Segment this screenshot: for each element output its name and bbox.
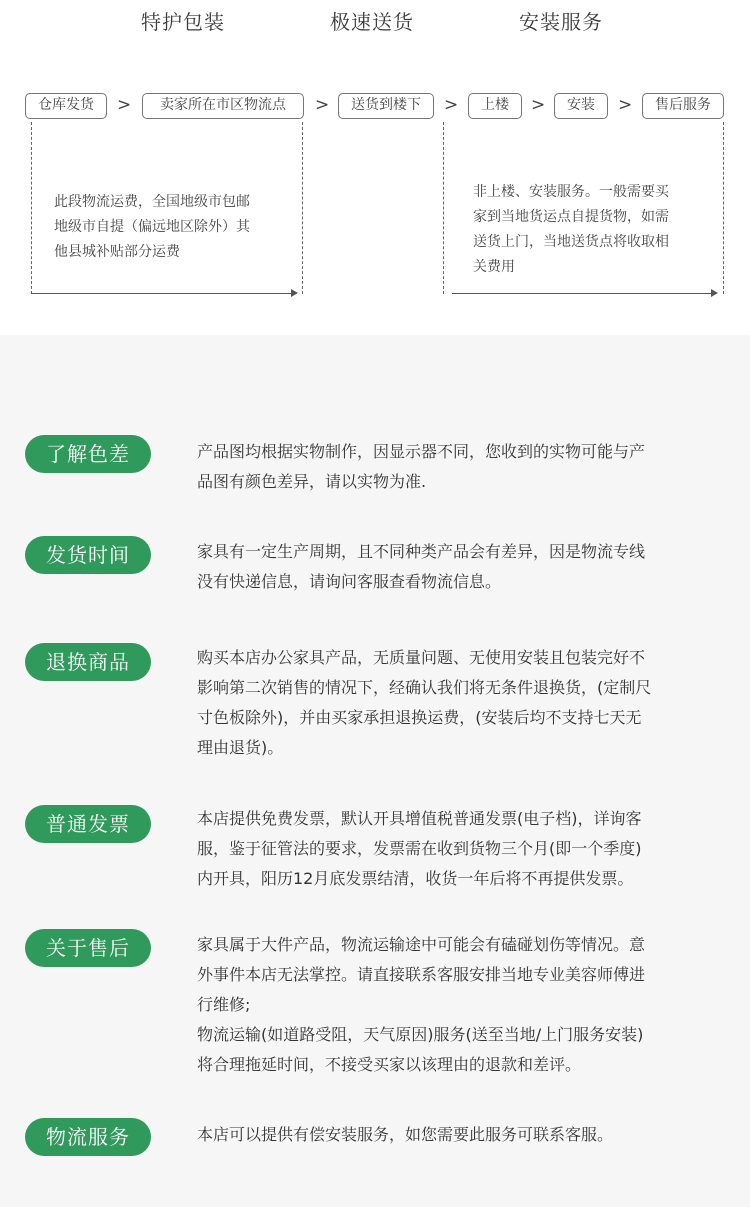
badge-delivery-time: 发货时间 xyxy=(25,536,151,574)
text-line: 购买本店办公家具产品，无质量问题、无使用安装且包装完好不 xyxy=(197,648,646,667)
arrow-head-icon xyxy=(291,289,298,297)
dashed-divider xyxy=(31,122,32,294)
text-line: 没有快递信息，请询问客服查看物流信息。 xyxy=(197,572,502,591)
section-text-delivery-time xyxy=(197,537,737,597)
badge-after-sales: 关于售后 xyxy=(25,929,151,967)
header-fast-delivery: 极速送货 xyxy=(330,10,414,34)
note-line: 非上楼、安装服务。一般需要买 xyxy=(473,184,669,200)
text-line: 本店可以提供有偿安装服务，如您需要此服务可联系客服。 xyxy=(197,1125,614,1144)
section-text-returns xyxy=(197,643,737,763)
text-line: 家具属于大件产品，物流运输途中可能会有磕碰划伤等情况。意 xyxy=(197,935,646,954)
text-line: 理由退货)。 xyxy=(197,738,284,757)
badge-returns: 退换商品 xyxy=(25,643,151,681)
note-line: 他县城补贴部分运费 xyxy=(54,244,180,260)
dashed-divider xyxy=(443,122,444,294)
note-line: 送货上门，当地送货点将收取相 xyxy=(473,234,669,250)
text-line: 服，鉴于征管法的要求，发票需在收到货物三个月(即一个季度) xyxy=(197,839,642,858)
text-line: 寸色板除外)，并由买家承担退换运费，(安装后均不支持七天无 xyxy=(197,708,642,727)
flow-arrow-icon: > xyxy=(315,95,330,115)
flow-arrow-icon: > xyxy=(444,95,459,115)
flow-step-downstairs: 送货到楼下 xyxy=(338,93,434,119)
flow-arrow-icon: > xyxy=(618,95,633,115)
text-line: 物流运输(如道路受阻，天气原因)服务(送至当地/上门服务安装) xyxy=(197,1025,644,1044)
text-line: 家具有一定生产周期，且不同种类产品会有差异，因是物流专线 xyxy=(197,542,646,561)
range-arrow-line xyxy=(31,293,292,294)
text-line: 内开具，阳历12月底发票结清，收货一年后将不再提供发票。 xyxy=(197,869,634,888)
dashed-divider xyxy=(723,122,724,294)
text-line: 外事件本店无法掌控。请直接联系客服安排当地专业美容师傅进 xyxy=(197,965,646,984)
header-packaging: 特护包装 xyxy=(141,10,225,34)
note-line: 地级市自提（偏远地区除外）其 xyxy=(54,219,250,235)
flow-step-install: 安装 xyxy=(554,93,608,119)
text-line: 将合理拖延时间，不接受买家以该理由的退款和差评。 xyxy=(197,1055,582,1074)
note-line: 关费用 xyxy=(473,259,515,275)
text-line: 本店提供免费发票，默认开具增值税普通发票(电子档)，详询客 xyxy=(197,809,642,828)
arrow-head-icon xyxy=(711,289,718,297)
badge-invoice: 普通发票 xyxy=(25,805,151,843)
text-line: 行维修; xyxy=(197,995,251,1014)
flow-arrow-icon: > xyxy=(531,95,546,115)
section-text-invoice xyxy=(197,804,737,894)
note-line: 家到当地货运点自提货物，如需 xyxy=(473,209,669,225)
installation-fee-note xyxy=(473,180,669,280)
dashed-divider xyxy=(302,122,303,294)
section-text-logistics-service xyxy=(197,1120,737,1150)
badge-logistics-service: 物流服务 xyxy=(25,1118,151,1156)
range-arrow-line xyxy=(452,293,712,294)
shipping-fee-note xyxy=(54,190,250,265)
section-text-color-difference xyxy=(197,437,737,497)
note-line: 此段物流运费，全国地级市包邮 xyxy=(54,194,250,210)
header-installation: 安装服务 xyxy=(519,10,603,34)
text-line: 产品图均根据实物制作，因显示器不同，您收到的实物可能与产 xyxy=(197,442,646,461)
logistics-flow-panel xyxy=(0,0,750,335)
flow-step-after-sales: 售后服务 xyxy=(642,93,724,119)
text-line: 影响第二次销售的情况下，经确认我们将无条件退换货，(定制尺 xyxy=(197,678,652,697)
flow-arrow-icon: > xyxy=(117,95,132,115)
flow-step-upstairs: 上楼 xyxy=(468,93,522,119)
flow-step-warehouse: 仓库发货 xyxy=(25,93,107,119)
flow-step-city-logistics: 卖家所在市区物流点 xyxy=(142,93,304,119)
badge-color-difference: 了解色差 xyxy=(25,435,151,473)
section-text-after-sales xyxy=(197,930,737,1080)
text-line: 品图有颜色差异，请以实物为准. xyxy=(197,472,427,491)
